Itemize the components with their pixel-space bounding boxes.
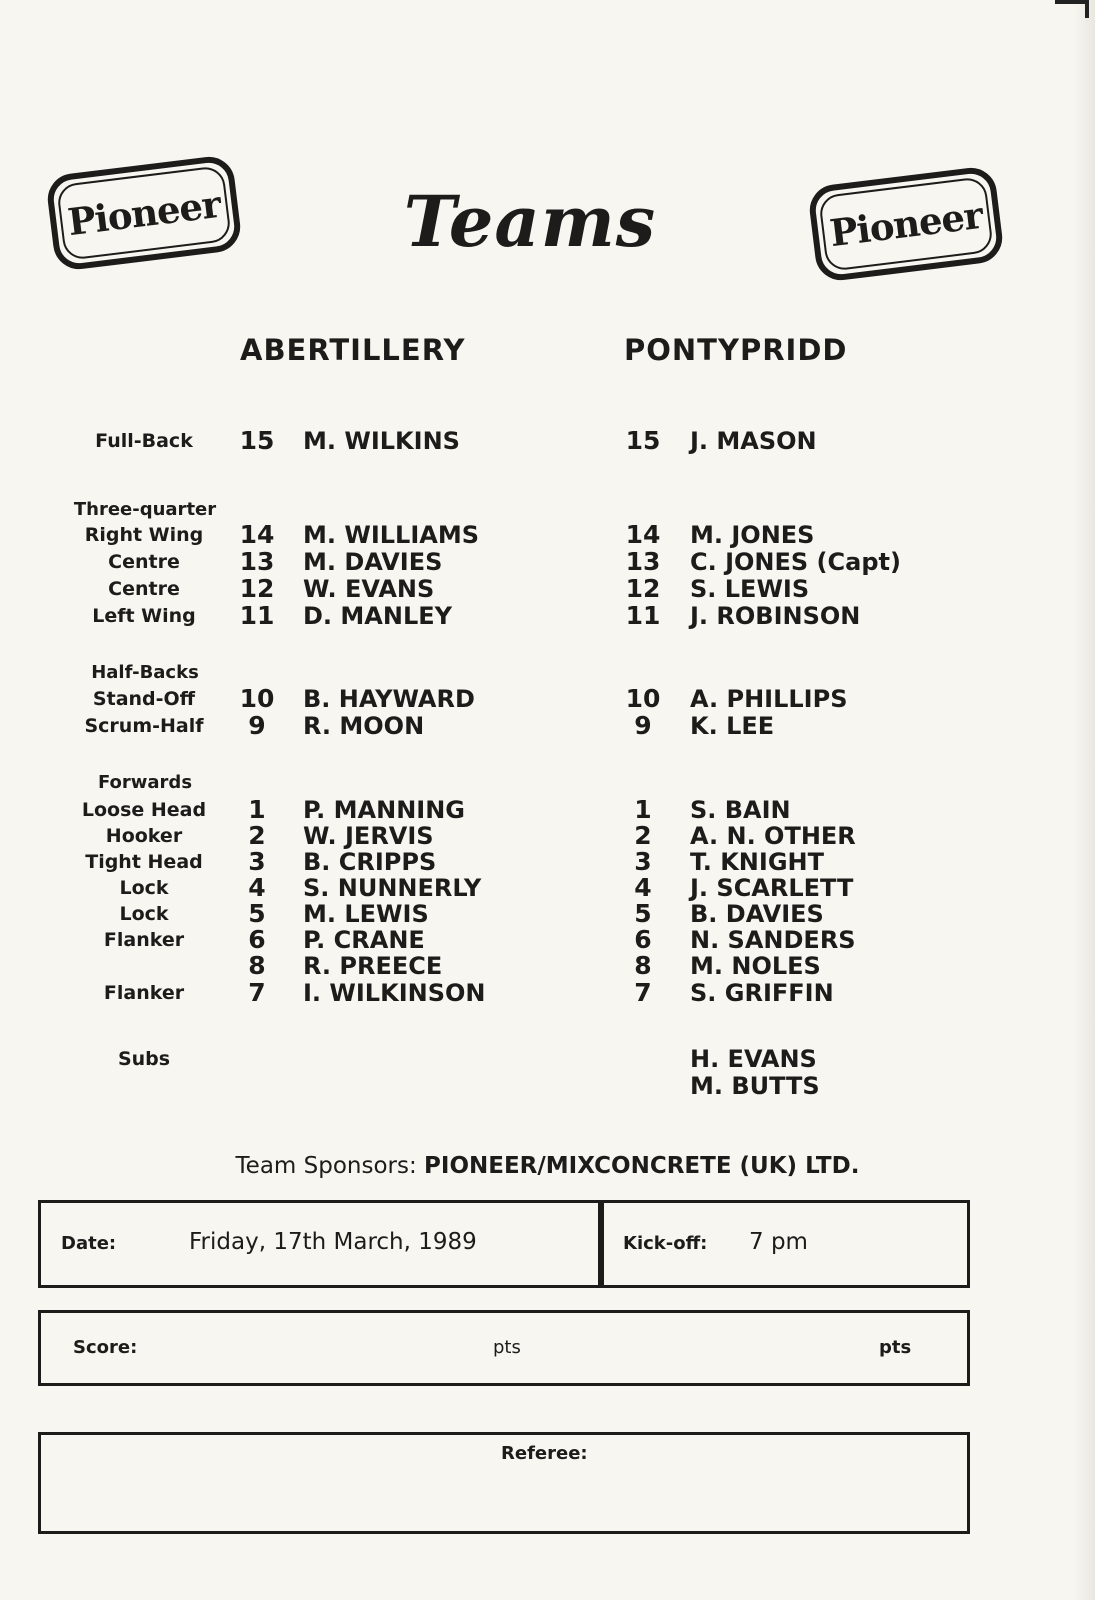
player-row <box>0 823 1095 849</box>
home-player-name: M. WILLIAMS <box>303 521 480 549</box>
home-player-name: P. MANNING <box>303 796 465 824</box>
away-player-name: A. PHILLIPS <box>690 685 848 713</box>
home-player-name: M. LEWIS <box>303 900 429 928</box>
kickoff-value: 7 pm <box>749 1229 808 1255</box>
page-title: Teams <box>403 180 657 263</box>
home-number: 3 <box>248 847 266 876</box>
home-number: 9 <box>248 711 266 740</box>
player-row <box>0 797 1095 823</box>
player-row <box>0 522 1095 548</box>
section-forwards: Forwards <box>97 772 193 793</box>
position-label: Full-Back <box>95 430 193 452</box>
position-label: Flanker <box>103 929 185 951</box>
home-player-name: P. CRANE <box>303 926 425 954</box>
player-row <box>0 953 1095 979</box>
home-player-name: S. NUNNERLY <box>303 874 482 902</box>
sponsor-label: Team Sponsors: <box>235 1153 417 1179</box>
away-player-name: A. N. OTHER <box>690 822 856 850</box>
home-player-name: D. MANLEY <box>303 602 453 630</box>
home-player-name: R. PREECE <box>303 952 443 980</box>
score-label: Score: <box>73 1337 138 1358</box>
position-label: Lock <box>119 903 169 925</box>
away-player-name: S. LEWIS <box>690 575 810 603</box>
player-row <box>0 875 1095 901</box>
player-row <box>0 713 1095 739</box>
referee-label: Referee: <box>501 1443 588 1464</box>
team-sponsors <box>0 1153 1095 1179</box>
position-label: Right Wing <box>84 524 204 546</box>
away-player-name: T. KNIGHT <box>690 848 824 876</box>
away-player-name: M. NOLES <box>690 952 821 980</box>
section-half-backs: Half-Backs <box>91 662 199 683</box>
away-player-name: C. JONES (Capt) <box>690 548 901 576</box>
home-number: 2 <box>248 821 266 850</box>
pioneer-logo-text-left: Pioneer <box>65 181 223 245</box>
away-player-name: J. SCARLETT <box>690 874 854 902</box>
date-box <box>38 1200 604 1288</box>
position-label: Scrum-Half <box>84 715 204 737</box>
away-number: 3 <box>634 847 652 876</box>
away-player-name: S. GRIFFIN <box>690 979 834 1007</box>
date-label: Date: <box>61 1233 117 1254</box>
away-number: 7 <box>634 978 652 1007</box>
home-number: 11 <box>239 601 275 630</box>
home-number: 5 <box>248 899 266 928</box>
position-label: Stand-Off <box>92 688 196 710</box>
home-player-name: I. WILKINSON <box>303 979 486 1007</box>
referee-box <box>38 1432 970 1534</box>
away-number: 9 <box>634 711 652 740</box>
pioneer-logo-left <box>45 154 243 272</box>
away-player-name: J. MASON <box>690 427 817 455</box>
position-label: Centre <box>108 578 180 600</box>
position-label: Loose Head <box>81 799 207 821</box>
home-pts-label: pts <box>493 1337 521 1358</box>
home-player-name: R. MOON <box>303 712 425 740</box>
away-pts-label: pts <box>879 1337 912 1358</box>
away-team-heading: PONTYPRIDD <box>624 333 848 367</box>
position-label: Lock <box>119 877 169 899</box>
player-row <box>0 980 1095 1006</box>
pioneer-logo-right <box>807 165 1005 283</box>
subs-label: Subs <box>117 1048 171 1070</box>
player-row <box>0 603 1095 629</box>
home-player-name: W. JERVIS <box>303 822 434 850</box>
sponsor-name: PIONEER/MIXCONCRETE (UK) LTD. <box>424 1153 860 1179</box>
position-label: Flanker <box>103 982 185 1004</box>
position-label: Tight Head <box>85 851 203 873</box>
player-row <box>0 901 1095 927</box>
away-player-name: S. BAIN <box>690 796 791 824</box>
position-label: Hooker <box>105 825 183 847</box>
score-box <box>38 1310 970 1386</box>
home-team-heading: ABERTILLERY <box>240 333 466 367</box>
home-number: 7 <box>248 978 266 1007</box>
away-number: 15 <box>625 426 661 455</box>
player-row <box>0 549 1095 575</box>
away-number: 8 <box>634 951 652 980</box>
subs-row <box>0 1046 1095 1072</box>
player-row <box>0 428 1095 454</box>
away-number: 4 <box>634 873 652 902</box>
home-number: 6 <box>248 925 266 954</box>
away-player-name: J. ROBINSON <box>690 602 861 630</box>
away-number: 5 <box>634 899 652 928</box>
home-number: 15 <box>239 426 275 455</box>
kickoff-label: Kick-off: <box>623 1233 708 1254</box>
position-label: Centre <box>108 551 180 573</box>
home-number: 14 <box>239 520 275 549</box>
away-number: 1 <box>634 795 652 824</box>
player-row <box>0 576 1095 602</box>
kickoff-box <box>598 1200 970 1288</box>
away-number: 2 <box>634 821 652 850</box>
away-player-name: M. JONES <box>690 521 815 549</box>
away-number: 6 <box>634 925 652 954</box>
away-number: 14 <box>625 520 661 549</box>
player-row <box>0 927 1095 953</box>
home-player-name: B. HAYWARD <box>303 685 475 713</box>
corner-mark <box>1055 0 1089 18</box>
away-number: 11 <box>625 601 661 630</box>
away-sub-name: H. EVANS <box>690 1045 817 1073</box>
section-three-quarter: Three-quarter <box>73 499 217 520</box>
subs-row <box>0 1073 1095 1099</box>
home-number: 8 <box>248 951 266 980</box>
away-player-name: N. SANDERS <box>690 926 856 954</box>
home-number: 4 <box>248 873 266 902</box>
date-value: Friday, 17th March, 1989 <box>189 1229 477 1255</box>
home-number: 1 <box>248 795 266 824</box>
away-number: 13 <box>625 547 661 576</box>
position-label: Left Wing <box>92 605 196 627</box>
home-player-name: M. WILKINS <box>303 427 460 455</box>
home-player-name: M. DAVIES <box>303 548 443 576</box>
home-number: 12 <box>239 574 275 603</box>
player-row <box>0 686 1095 712</box>
away-number: 12 <box>625 574 661 603</box>
away-number: 10 <box>625 684 661 713</box>
away-player-name: K. LEE <box>690 712 775 740</box>
home-player-name: B. CRIPPS <box>303 848 437 876</box>
away-player-name: B. DAVIES <box>690 900 824 928</box>
away-sub-name: M. BUTTS <box>690 1072 820 1100</box>
player-row <box>0 849 1095 875</box>
home-number: 13 <box>239 547 275 576</box>
home-player-name: W. EVANS <box>303 575 435 603</box>
home-number: 10 <box>239 684 275 713</box>
pioneer-logo-text-right: Pioneer <box>827 192 985 256</box>
